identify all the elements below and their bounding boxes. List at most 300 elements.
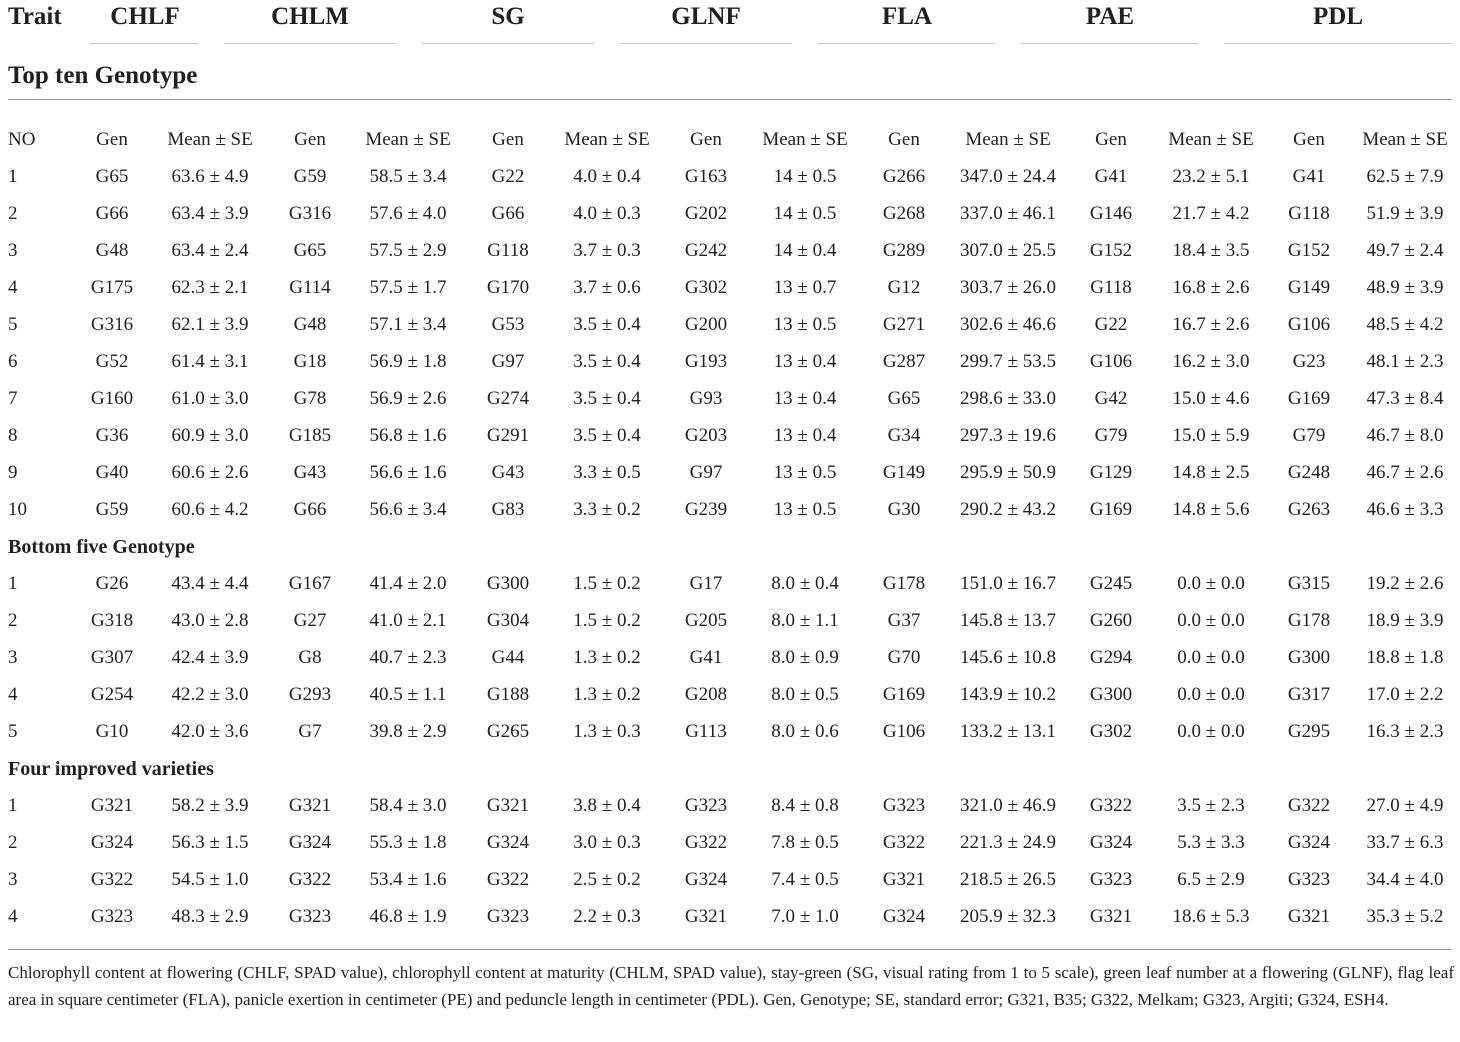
genotype-cell: G265 bbox=[486, 721, 530, 742]
mean-se-cell: 143.9 ± 10.2 bbox=[960, 684, 1056, 705]
trait-name: CHLF bbox=[110, 3, 180, 30]
genotype-cell: G48 bbox=[95, 240, 129, 261]
genotype-cell: G263 bbox=[1287, 499, 1331, 520]
genotype-cell: G175 bbox=[90, 277, 134, 298]
mean-se-cell: 62.5 ± 7.9 bbox=[1366, 166, 1444, 187]
column-header-row bbox=[0, 121, 1460, 158]
genotype-cell: G321 bbox=[288, 795, 332, 816]
mean-se-cell: 56.9 ± 2.6 bbox=[369, 388, 447, 409]
mean-se-cell: 35.3 ± 5.2 bbox=[1366, 906, 1444, 927]
genotype-cell: G322 bbox=[486, 869, 530, 890]
genotype-cell: G22 bbox=[1094, 314, 1128, 335]
row-number: 2 bbox=[8, 610, 18, 631]
genotype-cell: G324 bbox=[1089, 832, 1133, 853]
row-number: 5 bbox=[8, 314, 18, 335]
mean-se-cell: 46.6 ± 3.3 bbox=[1366, 499, 1444, 520]
trait-label: Trait bbox=[8, 3, 62, 30]
mean-se-cell: 16.8 ± 2.6 bbox=[1172, 277, 1250, 298]
mean-se-cell: 60.6 ± 4.2 bbox=[171, 499, 249, 520]
row-number: 3 bbox=[8, 647, 18, 668]
genotype-cell: G271 bbox=[882, 314, 926, 335]
genotype-cell: G23 bbox=[1292, 351, 1326, 372]
genotype-cell: G324 bbox=[1287, 832, 1331, 853]
genotype-cell: G106 bbox=[1287, 314, 1331, 335]
genotype-cell: G266 bbox=[882, 166, 926, 187]
mean-se-cell: 48.9 ± 3.9 bbox=[1366, 277, 1444, 298]
genotype-cell: G48 bbox=[293, 314, 327, 335]
genotype-cell: G42 bbox=[1094, 388, 1128, 409]
mean-se-cell: 307.0 ± 25.5 bbox=[960, 240, 1056, 261]
genotype-cell: G316 bbox=[288, 203, 332, 224]
trait-underline bbox=[90, 43, 198, 44]
mean-se-cell: 299.7 ± 53.5 bbox=[960, 351, 1056, 372]
genotype-cell: G93 bbox=[689, 388, 723, 409]
row-number: 4 bbox=[8, 906, 18, 927]
genotype-cell: G321 bbox=[882, 869, 926, 890]
mean-se-cell: 3.5 ± 0.4 bbox=[573, 388, 641, 409]
row-number: 7 bbox=[8, 388, 18, 409]
trait-underline bbox=[1021, 43, 1198, 44]
mean-se-cell: 8.0 ± 1.1 bbox=[771, 610, 839, 631]
genotype-cell: G293 bbox=[288, 684, 332, 705]
mean-se-cell: 15.0 ± 5.9 bbox=[1172, 425, 1250, 446]
mean-se-cell: 19.2 ± 2.6 bbox=[1366, 573, 1444, 594]
genotype-cell: G324 bbox=[288, 832, 332, 853]
genotype-cell: G152 bbox=[1287, 240, 1331, 261]
genotype-cell: G129 bbox=[1089, 462, 1133, 483]
genotype-cell: G323 bbox=[1089, 869, 1133, 890]
genotype-cell: G321 bbox=[90, 795, 134, 816]
mean-se-cell: 8.0 ± 0.9 bbox=[771, 647, 839, 668]
genotype-cell: G193 bbox=[684, 351, 728, 372]
mean-se-cell: 40.5 ± 1.1 bbox=[369, 684, 447, 705]
genotype-cell: G52 bbox=[95, 351, 129, 372]
mean-se-cell: 303.7 ± 26.0 bbox=[960, 277, 1056, 298]
trait-underline bbox=[620, 43, 792, 44]
mean-se-cell: 8.0 ± 0.4 bbox=[771, 573, 839, 594]
column-header-gen: Gen bbox=[294, 129, 326, 150]
genotype-cell: G324 bbox=[882, 906, 926, 927]
mean-se-cell: 58.2 ± 3.9 bbox=[171, 795, 249, 816]
genotype-cell: G7 bbox=[298, 721, 322, 742]
genotype-cell: G169 bbox=[882, 684, 926, 705]
genotype-cell: G321 bbox=[486, 795, 530, 816]
genotype-cell: G106 bbox=[882, 721, 926, 742]
mean-se-cell: 1.5 ± 0.2 bbox=[573, 573, 641, 594]
genotype-cell: G302 bbox=[1089, 721, 1133, 742]
trait-name: SG bbox=[491, 3, 525, 30]
mean-se-cell: 290.2 ± 43.2 bbox=[960, 499, 1056, 520]
mean-se-cell: 42.0 ± 3.6 bbox=[171, 721, 249, 742]
trait-underline bbox=[818, 43, 995, 44]
mean-se-cell: 298.6 ± 33.0 bbox=[960, 388, 1056, 409]
row-number: 5 bbox=[8, 721, 18, 742]
table-row bbox=[0, 676, 1460, 713]
trait-underline bbox=[1224, 43, 1452, 44]
table-row bbox=[0, 454, 1460, 491]
genotype-cell: G322 bbox=[288, 869, 332, 890]
genotype-cell: G208 bbox=[684, 684, 728, 705]
genotype-cell: G41 bbox=[1292, 166, 1326, 187]
mean-se-cell: 57.5 ± 2.9 bbox=[369, 240, 447, 261]
mean-se-cell: 0.0 ± 0.0 bbox=[1177, 647, 1245, 668]
genotype-cell: G254 bbox=[90, 684, 134, 705]
mean-se-cell: 41.4 ± 2.0 bbox=[369, 573, 447, 594]
genotype-cell: G242 bbox=[684, 240, 728, 261]
mean-se-cell: 61.0 ± 3.0 bbox=[171, 388, 249, 409]
mean-se-cell: 41.0 ± 2.1 bbox=[369, 610, 447, 631]
mean-se-cell: 43.4 ± 4.4 bbox=[171, 573, 249, 594]
table-row bbox=[0, 269, 1460, 306]
genotype-cell: G114 bbox=[289, 277, 331, 298]
mean-se-cell: 2.5 ± 0.2 bbox=[573, 869, 641, 890]
genotype-cell: G17 bbox=[689, 573, 723, 594]
mean-se-cell: 14 ± 0.4 bbox=[773, 240, 837, 261]
mean-se-cell: 2.2 ± 0.3 bbox=[573, 906, 641, 927]
mean-se-cell: 51.9 ± 3.9 bbox=[1366, 203, 1444, 224]
genotype-cell: G41 bbox=[689, 647, 723, 668]
column-header-gen: Gen bbox=[1293, 129, 1325, 150]
column-header-mean-se: Mean ± SE bbox=[167, 129, 253, 150]
mean-se-cell: 1.3 ± 0.2 bbox=[573, 647, 641, 668]
mean-se-cell: 39.8 ± 2.9 bbox=[369, 721, 447, 742]
mean-se-cell: 13 ± 0.5 bbox=[773, 462, 837, 483]
mean-se-cell: 3.8 ± 0.4 bbox=[573, 795, 641, 816]
genotype-cell: G36 bbox=[95, 425, 129, 446]
genotype-cell: G118 bbox=[1288, 203, 1330, 224]
column-header-gen: Gen bbox=[690, 129, 722, 150]
genotype-cell: G300 bbox=[486, 573, 530, 594]
genotype-cell: G169 bbox=[1089, 499, 1133, 520]
mean-se-cell: 42.2 ± 3.0 bbox=[171, 684, 249, 705]
mean-se-cell: 3.7 ± 0.3 bbox=[573, 240, 641, 261]
genotype-cell: G152 bbox=[1089, 240, 1133, 261]
genotype-cell: G113 bbox=[685, 721, 727, 742]
genotype-cell: G178 bbox=[1287, 610, 1331, 631]
genotype-cell: G34 bbox=[887, 425, 921, 446]
mean-se-cell: 205.9 ± 32.3 bbox=[960, 906, 1056, 927]
trait-underline bbox=[224, 43, 396, 44]
mean-se-cell: 6.5 ± 2.9 bbox=[1177, 869, 1245, 890]
row-number: 6 bbox=[8, 351, 18, 372]
mean-se-cell: 53.4 ± 1.6 bbox=[369, 869, 447, 890]
trait-name: PDL bbox=[1313, 3, 1363, 30]
column-header-mean-se: Mean ± SE bbox=[965, 129, 1051, 150]
section-title-improved: Four improved varieties bbox=[8, 758, 214, 780]
genotype-cell: G169 bbox=[1287, 388, 1331, 409]
mean-se-cell: 14 ± 0.5 bbox=[773, 203, 837, 224]
mean-se-cell: 33.7 ± 6.3 bbox=[1366, 832, 1444, 853]
genotype-cell: G287 bbox=[882, 351, 926, 372]
genotype-cell: G239 bbox=[684, 499, 728, 520]
mean-se-cell: 1.5 ± 0.2 bbox=[573, 610, 641, 631]
trait-header bbox=[0, 0, 1460, 46]
genotype-cell: G295 bbox=[1287, 721, 1331, 742]
mean-se-cell: 8.4 ± 0.8 bbox=[771, 795, 839, 816]
genotype-cell: G18 bbox=[293, 351, 327, 372]
table-row bbox=[0, 861, 1460, 898]
column-header-gen: Gen bbox=[1095, 129, 1127, 150]
mean-se-cell: 7.4 ± 0.5 bbox=[771, 869, 839, 890]
table-row bbox=[0, 343, 1460, 380]
table-row bbox=[0, 380, 1460, 417]
genotype-cell: G245 bbox=[1089, 573, 1133, 594]
section-title-bottom: Bottom five Genotype bbox=[8, 536, 195, 558]
mean-se-cell: 42.4 ± 3.9 bbox=[171, 647, 249, 668]
genotype-cell: G322 bbox=[90, 869, 134, 890]
genotype-cell: G79 bbox=[1292, 425, 1326, 446]
mean-se-cell: 13 ± 0.4 bbox=[773, 351, 837, 372]
mean-se-cell: 3.0 ± 0.3 bbox=[573, 832, 641, 853]
genotype-cell: G59 bbox=[95, 499, 129, 520]
genotype-cell: G66 bbox=[491, 203, 525, 224]
mean-se-cell: 145.8 ± 13.7 bbox=[960, 610, 1056, 631]
table-bottom-rule bbox=[8, 949, 1452, 950]
mean-se-cell: 49.7 ± 2.4 bbox=[1366, 240, 1444, 261]
genotype-cell: G118 bbox=[1090, 277, 1132, 298]
row-number: 1 bbox=[8, 795, 18, 816]
mean-se-cell: 133.2 ± 13.1 bbox=[960, 721, 1056, 742]
genotype-cell: G146 bbox=[1089, 203, 1133, 224]
mean-se-cell: 47.3 ± 8.4 bbox=[1366, 388, 1444, 409]
genotype-cell: G167 bbox=[288, 573, 332, 594]
mean-se-cell: 321.0 ± 46.9 bbox=[960, 795, 1056, 816]
genotype-cell: G149 bbox=[882, 462, 926, 483]
mean-se-cell: 1.3 ± 0.2 bbox=[573, 684, 641, 705]
trait-name: CHLM bbox=[271, 3, 349, 30]
genotype-cell: G97 bbox=[689, 462, 723, 483]
genotype-cell: G70 bbox=[887, 647, 921, 668]
genotype-cell: G163 bbox=[684, 166, 728, 187]
row-number: 3 bbox=[8, 240, 18, 261]
genotype-cell: G59 bbox=[293, 166, 327, 187]
mean-se-cell: 3.5 ± 2.3 bbox=[1177, 795, 1245, 816]
table-row bbox=[0, 491, 1460, 528]
mean-se-cell: 54.5 ± 1.0 bbox=[171, 869, 249, 890]
row-number: 9 bbox=[8, 462, 18, 483]
mean-se-cell: 4.0 ± 0.4 bbox=[573, 166, 641, 187]
genotype-cell: G12 bbox=[887, 277, 921, 298]
genotype-cell: G323 bbox=[684, 795, 728, 816]
mean-se-cell: 27.0 ± 4.9 bbox=[1366, 795, 1444, 816]
table-row bbox=[0, 787, 1460, 824]
genotype-cell: G323 bbox=[1287, 869, 1331, 890]
mean-se-cell: 17.0 ± 2.2 bbox=[1366, 684, 1444, 705]
table-row bbox=[0, 639, 1460, 676]
mean-se-cell: 8.0 ± 0.5 bbox=[771, 684, 839, 705]
genotype-cell: G307 bbox=[90, 647, 134, 668]
genotype-cell: G321 bbox=[1089, 906, 1133, 927]
trait-underline bbox=[422, 43, 594, 44]
genotype-cell: G30 bbox=[887, 499, 921, 520]
genotype-cell: G323 bbox=[288, 906, 332, 927]
genotype-cell: G289 bbox=[882, 240, 926, 261]
mean-se-cell: 63.4 ± 3.9 bbox=[171, 203, 249, 224]
genotype-cell: G65 bbox=[887, 388, 921, 409]
genotype-cell: G294 bbox=[1089, 647, 1133, 668]
mean-se-cell: 56.9 ± 1.8 bbox=[369, 351, 447, 372]
genotype-cell: G322 bbox=[1089, 795, 1133, 816]
mean-se-cell: 14.8 ± 5.6 bbox=[1172, 499, 1250, 520]
mean-se-cell: 337.0 ± 46.1 bbox=[960, 203, 1056, 224]
genotype-cell: G43 bbox=[491, 462, 525, 483]
table-row bbox=[0, 158, 1460, 195]
mean-se-cell: 13 ± 0.4 bbox=[773, 388, 837, 409]
genotype-cell: G323 bbox=[882, 795, 926, 816]
table-row bbox=[0, 195, 1460, 232]
genotype-cell: G43 bbox=[293, 462, 327, 483]
mean-se-cell: 0.0 ± 0.0 bbox=[1177, 721, 1245, 742]
genotype-cell: G10 bbox=[95, 721, 129, 742]
genotype-cell: G324 bbox=[90, 832, 134, 853]
genotype-cell: G53 bbox=[491, 314, 525, 335]
mean-se-cell: 3.3 ± 0.2 bbox=[573, 499, 641, 520]
mean-se-cell: 46.7 ± 8.0 bbox=[1366, 425, 1444, 446]
genotype-cell: G188 bbox=[486, 684, 530, 705]
mean-se-cell: 13 ± 0.5 bbox=[773, 499, 837, 520]
column-header-mean-se: Mean ± SE bbox=[1168, 129, 1254, 150]
mean-se-cell: 23.2 ± 5.1 bbox=[1172, 166, 1250, 187]
mean-se-cell: 62.3 ± 2.1 bbox=[171, 277, 249, 298]
mean-se-cell: 3.5 ± 0.4 bbox=[573, 351, 641, 372]
mean-se-cell: 48.1 ± 2.3 bbox=[1366, 351, 1444, 372]
column-header-gen: Gen bbox=[96, 129, 128, 150]
mean-se-cell: 57.6 ± 4.0 bbox=[369, 203, 447, 224]
genotype-cell: G323 bbox=[486, 906, 530, 927]
mean-se-cell: 21.7 ± 4.2 bbox=[1172, 203, 1250, 224]
mean-se-cell: 58.4 ± 3.0 bbox=[369, 795, 447, 816]
genotype-cell: G44 bbox=[491, 647, 525, 668]
genotype-cell: G79 bbox=[1094, 425, 1128, 446]
row-number: 1 bbox=[8, 166, 18, 187]
column-header-mean-se: Mean ± SE bbox=[365, 129, 451, 150]
genotype-cell: G324 bbox=[684, 869, 728, 890]
genotype-cell: G321 bbox=[1287, 906, 1331, 927]
mean-se-cell: 18.4 ± 3.5 bbox=[1172, 240, 1250, 261]
genotype-cell: G149 bbox=[1287, 277, 1331, 298]
genotype-cell: G302 bbox=[684, 277, 728, 298]
row-number: 1 bbox=[8, 573, 18, 594]
genotype-cell: G315 bbox=[1287, 573, 1331, 594]
genotype-cell: G274 bbox=[486, 388, 530, 409]
genotype-cell: G26 bbox=[95, 573, 129, 594]
mean-se-cell: 0.0 ± 0.0 bbox=[1177, 684, 1245, 705]
mean-se-cell: 13 ± 0.5 bbox=[773, 314, 837, 335]
genotype-cell: G248 bbox=[1287, 462, 1331, 483]
mean-se-cell: 58.5 ± 3.4 bbox=[369, 166, 447, 187]
genotype-cell: G291 bbox=[486, 425, 530, 446]
mean-se-cell: 56.8 ± 1.6 bbox=[369, 425, 447, 446]
column-header-no: NO bbox=[8, 129, 36, 150]
mean-se-cell: 18.8 ± 1.8 bbox=[1366, 647, 1444, 668]
table-row bbox=[0, 898, 1460, 935]
mean-se-cell: 297.3 ± 19.6 bbox=[960, 425, 1056, 446]
mean-se-cell: 62.1 ± 3.9 bbox=[171, 314, 249, 335]
column-header-mean-se: Mean ± SE bbox=[1362, 129, 1448, 150]
mean-se-cell: 302.6 ± 46.6 bbox=[960, 314, 1056, 335]
genotype-cell: G317 bbox=[1287, 684, 1331, 705]
mean-se-cell: 7.0 ± 1.0 bbox=[771, 906, 839, 927]
section-title-top: Top ten Genotype bbox=[8, 62, 198, 89]
genotype-cell: G203 bbox=[684, 425, 728, 446]
table-row bbox=[0, 565, 1460, 602]
genotype-cell: G268 bbox=[882, 203, 926, 224]
genotype-cell: G318 bbox=[90, 610, 134, 631]
mean-se-cell: 4.0 ± 0.3 bbox=[573, 203, 641, 224]
genotype-cell: G322 bbox=[882, 832, 926, 853]
table-row bbox=[0, 713, 1460, 750]
mean-se-cell: 151.0 ± 16.7 bbox=[960, 573, 1056, 594]
genotype-cell: G170 bbox=[486, 277, 530, 298]
table-row bbox=[0, 232, 1460, 269]
table-row bbox=[0, 824, 1460, 861]
mean-se-cell: 3.7 ± 0.6 bbox=[573, 277, 641, 298]
column-header-gen: Gen bbox=[492, 129, 524, 150]
genotype-cell: G160 bbox=[90, 388, 134, 409]
mean-se-cell: 14 ± 0.5 bbox=[773, 166, 837, 187]
mean-se-cell: 13 ± 0.7 bbox=[773, 277, 837, 298]
mean-se-cell: 63.4 ± 2.4 bbox=[171, 240, 249, 261]
mean-se-cell: 3.5 ± 0.4 bbox=[573, 314, 641, 335]
row-number: 2 bbox=[8, 203, 18, 224]
mean-se-cell: 57.1 ± 3.4 bbox=[369, 314, 447, 335]
mean-se-cell: 3.5 ± 0.4 bbox=[573, 425, 641, 446]
mean-se-cell: 0.0 ± 0.0 bbox=[1177, 610, 1245, 631]
genotype-cell: G37 bbox=[887, 610, 921, 631]
mean-se-cell: 13 ± 0.4 bbox=[773, 425, 837, 446]
column-header-mean-se: Mean ± SE bbox=[564, 129, 650, 150]
mean-se-cell: 34.4 ± 4.0 bbox=[1366, 869, 1444, 890]
mean-se-cell: 0.0 ± 0.0 bbox=[1177, 573, 1245, 594]
mean-se-cell: 7.8 ± 0.5 bbox=[771, 832, 839, 853]
table-row bbox=[0, 306, 1460, 343]
mean-se-cell: 15.0 ± 4.6 bbox=[1172, 388, 1250, 409]
mean-se-cell: 14.8 ± 2.5 bbox=[1172, 462, 1250, 483]
genotype-cell: G97 bbox=[491, 351, 525, 372]
mean-se-cell: 16.2 ± 3.0 bbox=[1172, 351, 1250, 372]
footnote: Chlorophyll content at flowering (CHLF, SPAD value), chlorophyll content at maturity (CHLM, SPAD value), stay-green (SG, visual rating from 1 to 5 scale), green leaf number at a flowering (GLNF), flag leaf area in square centimeter (FLA), panicle exertion in centimeter (PE) and peduncle length in centimeter (PDL). Gen, Genotype; SE, standard error; G321, B35; G322, Melkam; G323, Argiti; G324, ESH4. bbox=[8, 963, 1454, 1009]
column-header-gen: Gen bbox=[888, 129, 920, 150]
mean-se-cell: 56.6 ± 3.4 bbox=[369, 499, 447, 520]
genotype-cell: G66 bbox=[293, 499, 327, 520]
genotype-cell: G185 bbox=[288, 425, 332, 446]
column-header-mean-se: Mean ± SE bbox=[762, 129, 848, 150]
table-row bbox=[0, 417, 1460, 454]
mean-se-cell: 347.0 ± 24.4 bbox=[960, 166, 1056, 187]
mean-se-cell: 1.3 ± 0.3 bbox=[573, 721, 641, 742]
genotype-cell: G65 bbox=[95, 166, 129, 187]
mean-se-cell: 221.3 ± 24.9 bbox=[960, 832, 1056, 853]
mean-se-cell: 5.3 ± 3.3 bbox=[1177, 832, 1245, 853]
genotype-cell: G324 bbox=[486, 832, 530, 853]
mean-se-cell: 16.3 ± 2.3 bbox=[1366, 721, 1444, 742]
mean-se-cell: 18.6 ± 5.3 bbox=[1172, 906, 1250, 927]
mean-se-cell: 145.6 ± 10.8 bbox=[960, 647, 1056, 668]
genotype-cell: G8 bbox=[298, 647, 322, 668]
trait-name: FLA bbox=[882, 3, 932, 30]
genotype-cell: G205 bbox=[684, 610, 728, 631]
genotype-cell: G118 bbox=[487, 240, 529, 261]
mean-se-cell: 48.3 ± 2.9 bbox=[171, 906, 249, 927]
mean-se-cell: 55.3 ± 1.8 bbox=[369, 832, 447, 853]
genotype-cell: G316 bbox=[90, 314, 134, 335]
mean-se-cell: 16.7 ± 2.6 bbox=[1172, 314, 1250, 335]
genotype-cell: G300 bbox=[1089, 684, 1133, 705]
row-number: 4 bbox=[8, 277, 18, 298]
mean-se-cell: 40.7 ± 2.3 bbox=[369, 647, 447, 668]
genotype-cell: G323 bbox=[90, 906, 134, 927]
mean-se-cell: 57.5 ± 1.7 bbox=[369, 277, 447, 298]
